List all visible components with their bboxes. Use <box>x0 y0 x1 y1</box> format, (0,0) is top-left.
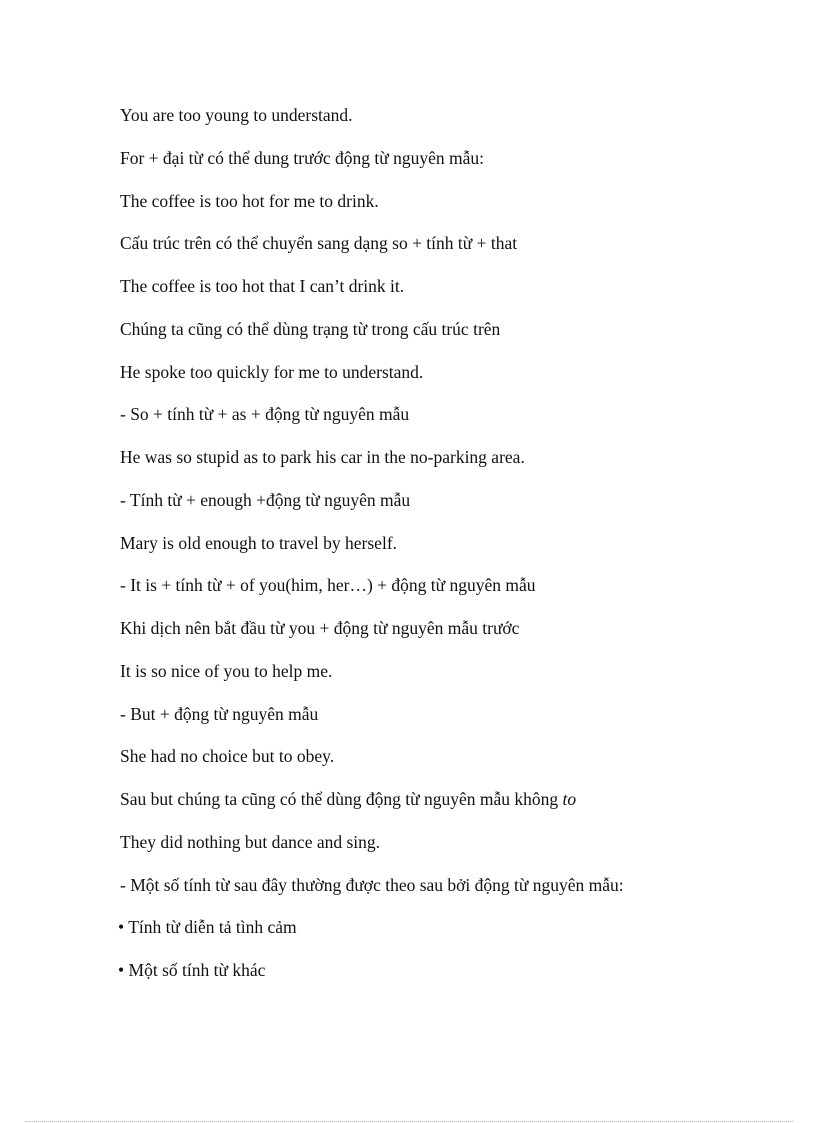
text-line: For + đại từ có thể dung trước động từ nguyên mẫu: <box>120 147 484 168</box>
text-line: They did nothing but dance and sing. <box>120 831 381 852</box>
text-line: - So + tính từ + as + động từ nguyên mẫu <box>120 404 410 425</box>
text-line: Chúng ta cũng có thể dùng trạng từ trong cấu trúc trên <box>120 318 501 339</box>
text-line: Cấu trúc trên có thể chuyển sang dạng so + tính từ + that <box>120 233 518 254</box>
bullet-icon: • <box>118 917 125 938</box>
text-line: The coffee is too hot for me to drink. <box>120 190 379 211</box>
bullet-text: Một số tính từ khác <box>128 960 266 980</box>
page-bottom-dotted-rule <box>25 1121 793 1122</box>
text-line: - But + động từ nguyên mẫu <box>120 703 319 724</box>
text-line <box>120 778 780 821</box>
bullet-item <box>118 949 780 992</box>
bullet-item <box>118 906 780 949</box>
text-line: It is so nice of you to help me. <box>120 660 333 681</box>
bullet-text: Tính từ diễn tả tình cảm <box>128 917 297 938</box>
bullet-icon: • <box>118 960 125 980</box>
italic-word: to <box>562 789 577 809</box>
text-line-main: Sau but chúng ta cũng có thể dùng động từ nguyên mẫu không <box>120 789 563 809</box>
text-line: - Một số tính từ sau đây thường được theo sau bởi động từ nguyên mẫu: <box>120 874 624 895</box>
text-line: She had no choice but to obey. <box>120 746 335 767</box>
text-line: He was so stupid as to park his car in the no-parking area. <box>120 447 525 467</box>
text-line: Khi dịch nên bắt đầu từ you + động từ nguyên mẫu trước <box>120 618 520 638</box>
text-line: - It is + tính từ + of you(him, her…) + động từ nguyên mẫu <box>120 575 536 596</box>
document-body <box>120 94 780 992</box>
text-line: - Tính từ + enough +động từ nguyên mẫu <box>120 489 411 510</box>
text-line: The coffee is too hot that I can’t drink it. <box>120 276 405 296</box>
text-line: Mary is old enough to travel by herself. <box>120 532 398 553</box>
text-line: He spoke too quickly for me to understand. <box>120 361 424 382</box>
text-line: You are too young to understand. <box>120 105 353 125</box>
